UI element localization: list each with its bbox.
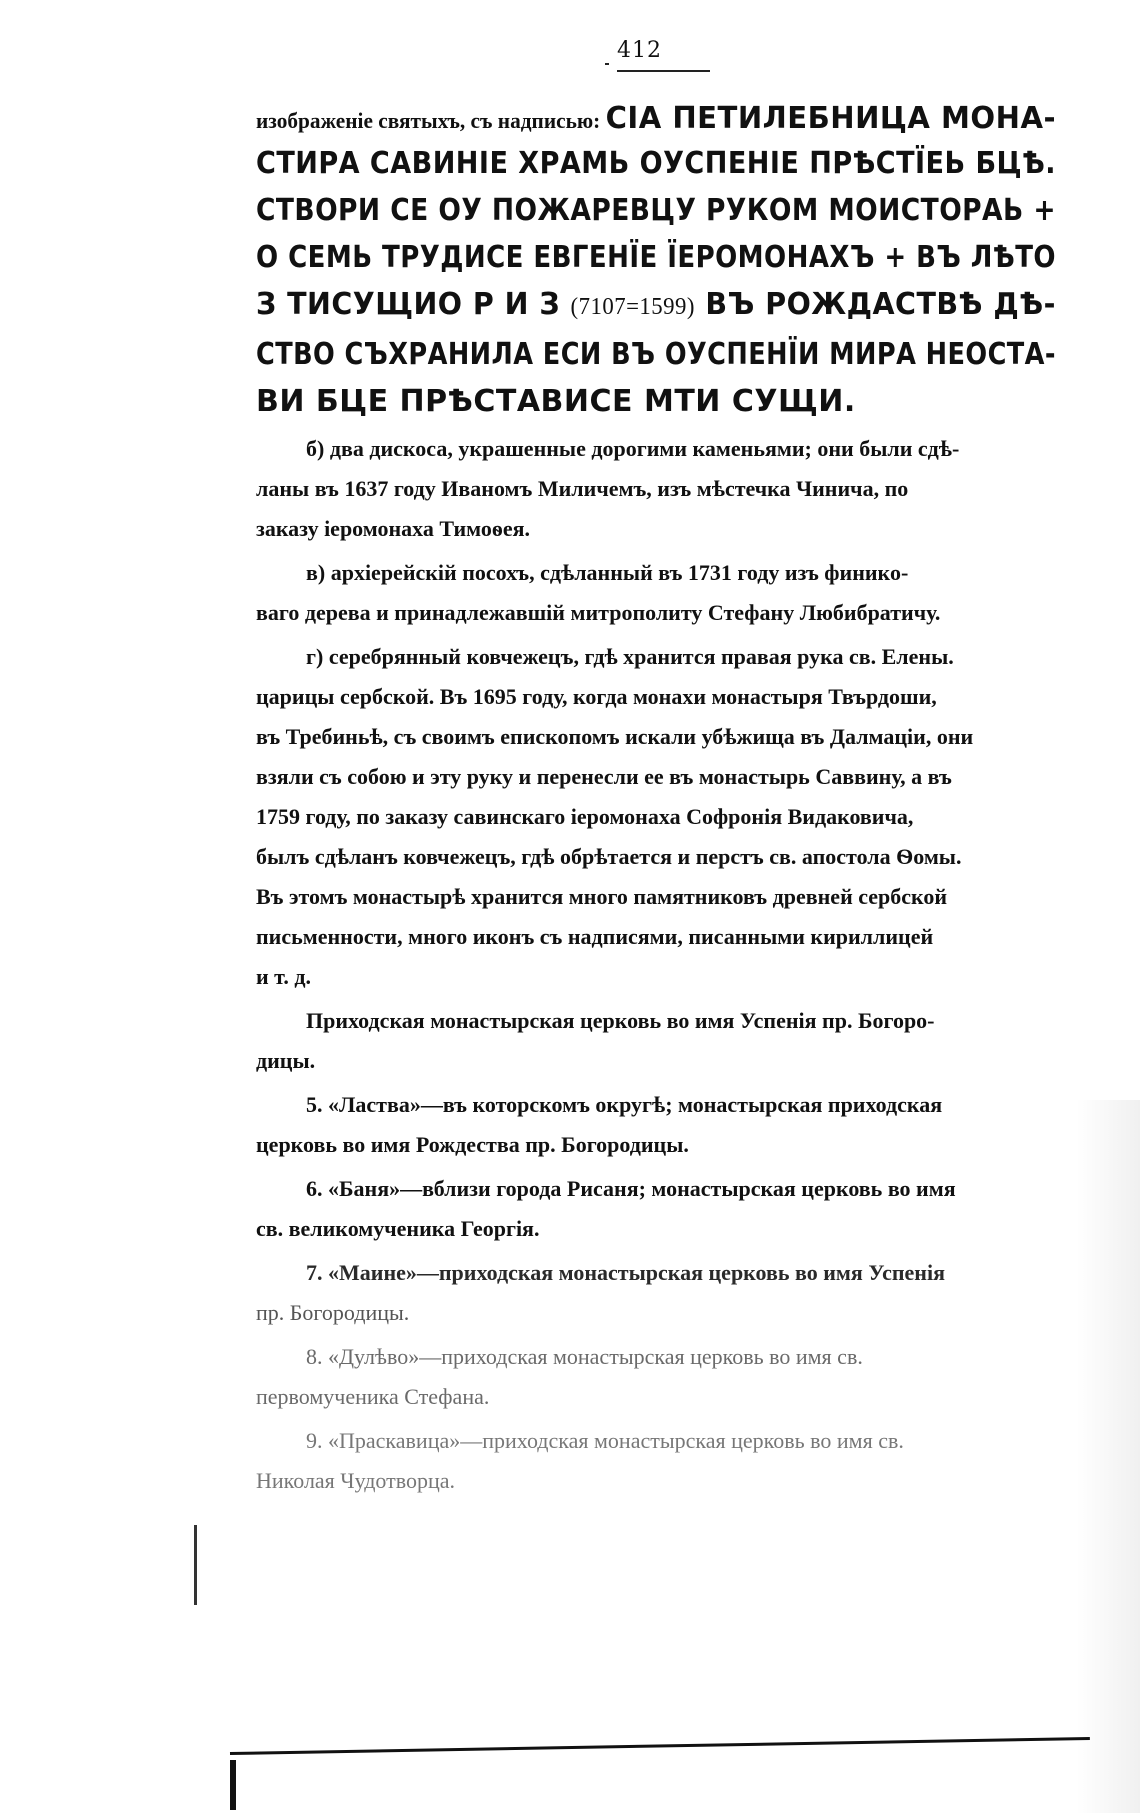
intro-prefix: изображенiе святыхъ, съ надписью:: [256, 108, 601, 133]
paragraph-line: былъ сдѣланъ ковчежецъ, гдѣ обрѣтается и перстъ св. апостола Ѳомы.: [256, 844, 962, 869]
page-number: 412: [617, 38, 662, 63]
paragraph-church: [256, 1001, 1056, 1081]
scan-edge-mark: [194, 1525, 197, 1605]
inscription-line-start: З ТИСУЩИО Р И З: [256, 287, 561, 322]
paragraph-line: 8. «Дулѣво»—приходская монастырская церковь во имя св.: [306, 1344, 863, 1369]
paragraph-line: 1759 году, по заказу савинскаго iеромонаха Софронiя Видаковича,: [256, 804, 914, 829]
intro-line: [256, 100, 1056, 140]
paragraph-line: пр. Богородицы.: [256, 1300, 410, 1325]
paragraph-line: дицы.: [256, 1048, 316, 1073]
page-number-dot: [605, 63, 609, 65]
inscription-line: СТИРА САВИНІЕ ХРАМЬ ОУСПЕНІЕ ПРѢСТЇЕЬ БЦѢ.: [256, 146, 1057, 181]
paragraph-v: [256, 553, 1056, 633]
paragraph-line: Николая Чудотворца.: [256, 1468, 456, 1493]
paragraph-line: церковь во имя Рождества пр. Богородицы.: [256, 1132, 689, 1157]
paragraph-line: св. великомученика Георгiя.: [256, 1216, 540, 1241]
paragraph-line: ваго дерева и принадлежавшiй митрополиту Стефану Любибратичу.: [256, 600, 941, 625]
list-item-6: [256, 1169, 1056, 1249]
inscription-line: [256, 281, 1056, 331]
paragraph-line: и т. д.: [256, 964, 311, 989]
scan-shadow: [1076, 1100, 1140, 1813]
paragraph-b: [256, 429, 1056, 549]
paragraph-line: б) два дискоса, украшенные дорогими каменьями; они были сдѣ-: [306, 436, 960, 461]
paragraph-line: г) серебрянный ковчежецъ, гдѣ хранится правая рука св. Елены.: [306, 644, 954, 669]
inscription-date: (7107=1599): [570, 294, 695, 320]
paragraph-line: 6. «Баня»—вблизи города Рисаня; монастырская церковь во имя: [306, 1176, 956, 1201]
paragraph-line: въ Требиньѣ, съ своимъ епископомъ искали убѣжища въ Далмацiи, они: [256, 724, 974, 749]
paragraph-line: 9. «Праскавица»—приходская монастырская церковь во имя св.: [306, 1428, 904, 1453]
paragraph-line: в) архiерейскiй посохъ, сдѣланный въ 1731 году изъ финико-: [306, 560, 909, 585]
paragraph-line: Приходская монастырская церковь во имя Успенiя пр. Богоро-: [306, 1008, 935, 1033]
inscription-line: СТВО СЪХРАНИЛА ЕСИ ВЪ ОУСПЕНЇИ МИРА НЕОСТА-: [256, 337, 1056, 372]
scan-bottom-edge: [230, 1737, 1090, 1755]
paragraph-line: первомученика Стефана.: [256, 1384, 490, 1409]
inscription-line: О СЕМЬ ТРУДИСЕ ЕВГЕНЇЕ ЇЕРОМОНАХЪ + ВЪ ЛѢТО: [256, 240, 1056, 275]
scan-bottom-stroke: [230, 1760, 236, 1810]
paragraph-line: письменности, много иконъ съ надписями, писанными кириллицей: [256, 924, 934, 949]
paragraph-line: Въ этомъ монастырѣ хранится много памятниковъ древней сербской: [256, 884, 948, 909]
list-item-8: [256, 1337, 1056, 1417]
list-item-9: [256, 1421, 1056, 1501]
list-item-7: [256, 1253, 1056, 1333]
paragraph-line: 7. «Маине»—приходская монастырская церковь во имя Успенiя: [306, 1260, 945, 1285]
inscription-line: СТВОРИ СЕ ОУ ПОЖАРЕВЦУ РУКОМ МОИСТОРАЬ +: [256, 193, 1056, 228]
paragraph-line: 5. «Ластва»—въ которскомъ округѣ; монастырская приходская: [306, 1092, 943, 1117]
church-slavonic-inscription: [256, 140, 1056, 425]
paragraph-line: заказу iеромонаха Тимоѳея.: [256, 516, 531, 541]
paragraph-line: взяли съ собою и эту руку и перенесли ее въ монастырь Саввину, а въ: [256, 764, 952, 789]
paragraph-g: [256, 637, 1056, 997]
inscription-start: СІА ПЕТИЛЕБНИЦА МОНА-: [605, 101, 1057, 136]
paragraph-line: ланы въ 1637 году Иваномъ Миличемъ, изъ мѣстечка Чинича, по: [256, 476, 909, 501]
paragraph-line: царицы сербской. Въ 1695 году, когда монахи монастыря Твърдоши,: [256, 684, 937, 709]
page-number-rule: [617, 70, 710, 72]
inscription-line: ВИ БЦЕ ПРѢСТАВИСЕ МТИ СУЩИ.: [256, 384, 856, 419]
page-body: [256, 100, 1056, 1501]
list-item-5: [256, 1085, 1056, 1165]
inscription-line-end: ВЪ РОЖДАСТВѢ ДѢ-: [705, 287, 1056, 322]
